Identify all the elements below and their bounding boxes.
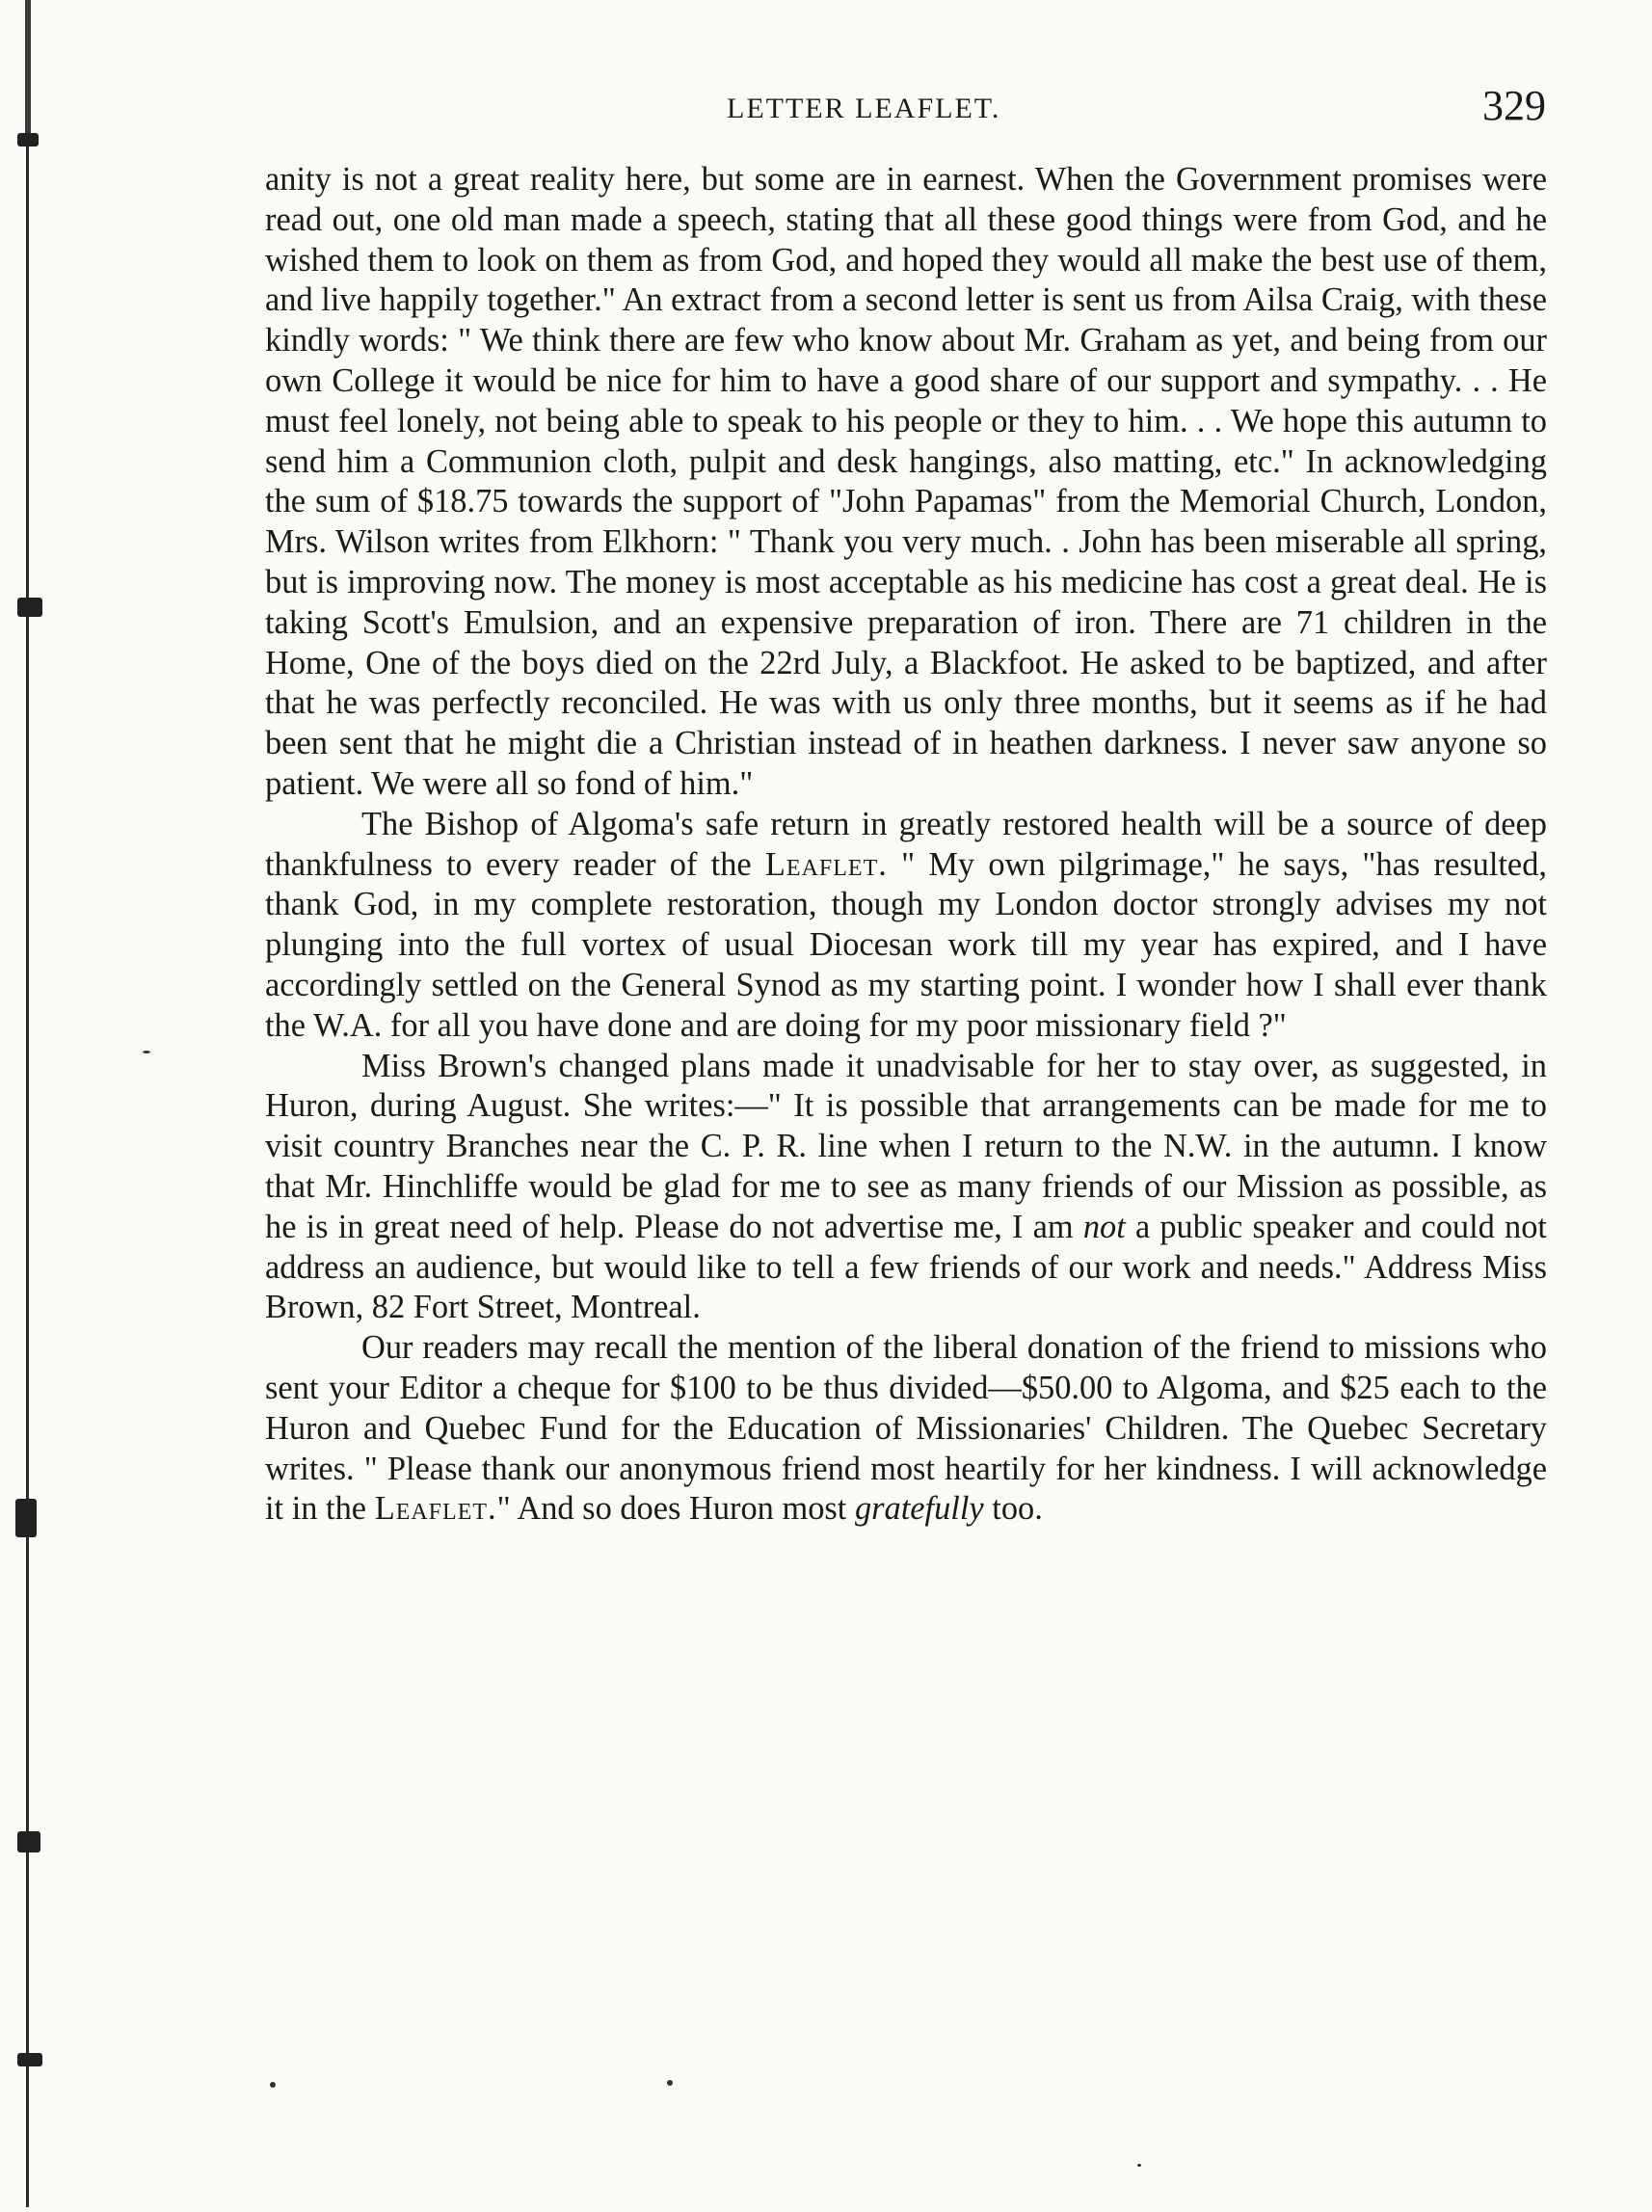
paragraph-4: Our readers may recall the mention of the liberal donation of the friend to missions who sent your Editor a cheque for $100 to be thus divided—$50.00 to Algoma, and $25 each to the Huron and Quebec Fund for the Education of Missionaries' Children. The Quebec Secretary writes. " Please thank our anonymous friend most heartily for her kindness. I will acknowledge it in the Leaflet." And so does Huron most gratefully too. (265, 1329, 1547, 1528)
paragraph-3: Miss Brown's changed plans made it unadvisable for her to stay over, as suggested, in Huron, during August. She writes:—" It is possible that arrangements can be made for me to visit country Branches near the C. P. R. line when I return to the N.W. in the autumn. I know that Mr. Hinchliffe would be glad for me to see as many friends of our Mission as possible, as he is in great need of help. Please do not advertise me, I am not a public speaker and could not address an audience, but would like to tell a few friends of our work and needs." Address Miss Brown, 82 Fort Street, Montreal. (265, 1047, 1547, 1326)
running-head: LETTER LEAFLET. (727, 93, 1001, 124)
paragraph-1: anity is not a great reality here, but some are in earnest. When the Government promises were read out, one old man made a speech, stating that all these good things were from God, and he wished them to look on them as from God, and hoped they would all make the best use of them, and live happily together." An extract from a second letter is sent us from Ailsa Craig, with these kindly words: " We think there are few who know about Mr. Graham as yet, and being from our own College it would be nice for him to have a good share of our support and sympathy. . . He must feel lonely, not being able to speak to his people or they to him. . . We hope this autumn to send him a Communion cloth, pulpit and desk hangings, also matting, etc." In acknowledging the sum of $18.75 towards the support of "John Papamas" from the Memorial Church, London, Mrs. Wilson writes from Elkhorn: " Thank you very much. . John has been miserable all spring, but is improving now. The money is most acceptable as his medicine has cost a great deal. He is taking Scott's Emulsion, and an expensive preparation of iron. There are 71 children in the Home, One of the boys died on the 22rd July, a Blackfoot. He asked to be baptized, and after that he was perfectly reconciled. He was with us only three months, but it seems as if he had been sent that he might die a Christian instead of in heathen darkness. I never saw anyone so patient. We were all so fond of him." (265, 161, 1547, 802)
paragraph-2: The Bishop of Algoma's safe return in greatly restored health will be a source of deep thankfulness to every reader of the Leaflet. " My own pilgrimage," he says, "has resulted, thank God, in my complete restoration, though my London doctor strongly advises my not plunging into the full vortex of usual Diocesan work till my year has expired, and I have accordingly settled on the General Synod as my starting point. I wonder how I shall ever thank the W.A. for all you have done and are doing for my poor missionary field ?" (265, 805, 1547, 1044)
leaflet-title: Leaflet. (764, 845, 888, 883)
page-header (260, 82, 1546, 137)
page-binding-edge (21, 0, 35, 2212)
article-body (265, 160, 1547, 1530)
page-number: 329 (1482, 82, 1546, 129)
leaflet-title: Leaflet. (374, 1490, 497, 1528)
emphasis-gratefully: gratefully (854, 1490, 984, 1528)
emphasis-not: not (1082, 1208, 1126, 1245)
